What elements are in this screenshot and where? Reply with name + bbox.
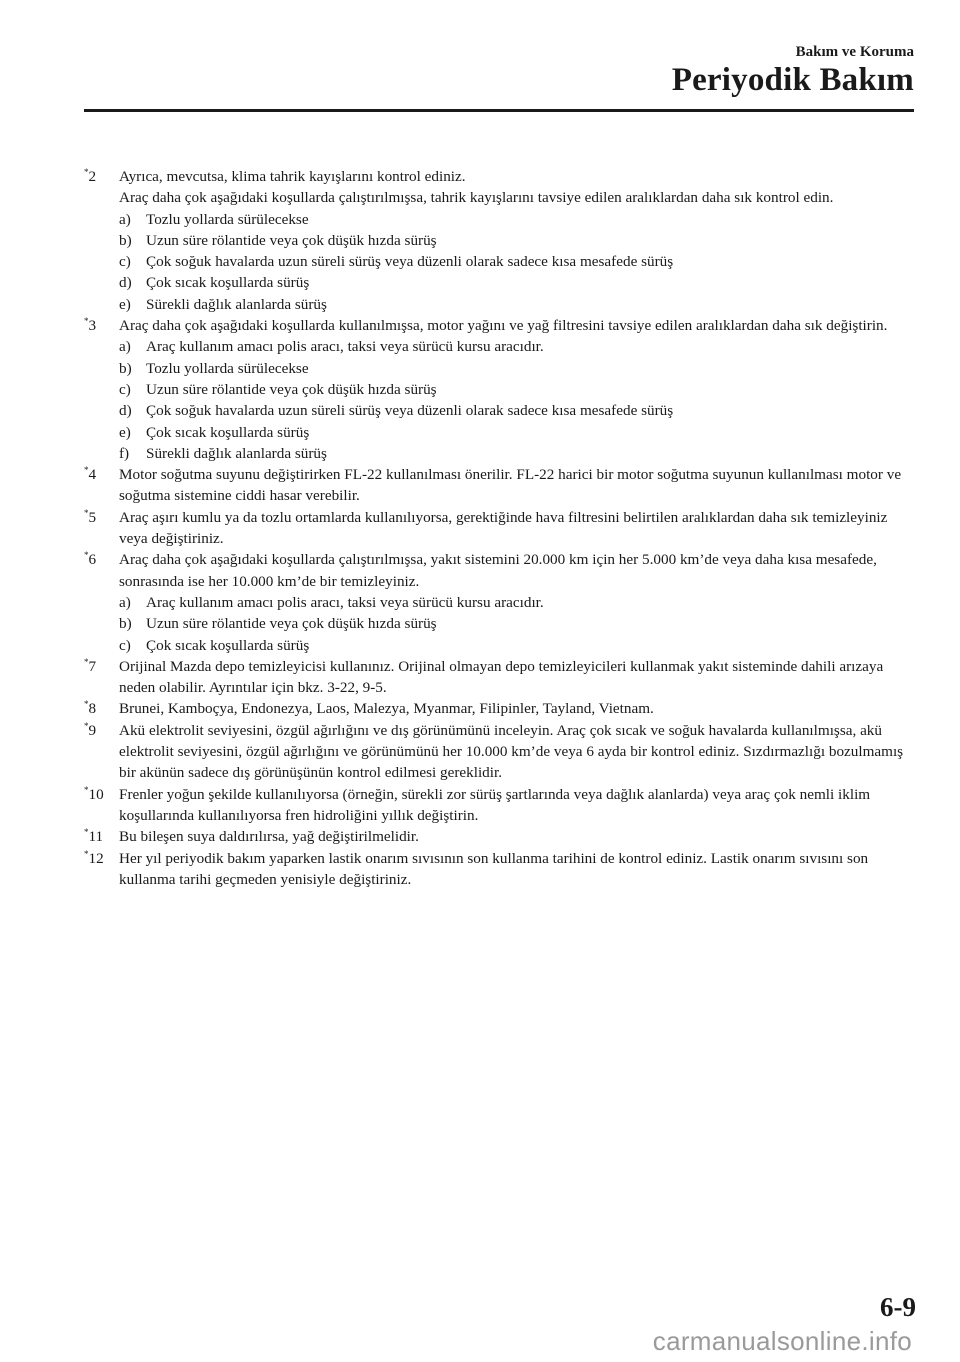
footnote-number-text: 4 [88, 466, 97, 484]
footnote-number-text: 10 [88, 785, 104, 803]
footnote-11 [84, 826, 914, 847]
condition-item [119, 379, 914, 400]
footnote-text: Frenler yoğun şekilde kullanılıyorsa (örneğin, sürekli zor sürüş şartlarında veya dağlık alanlarda) veya araç çok nemli iklim koşullarında kullanılıyorsa fren hidroliğini yıllık değiştirin. [119, 785, 871, 824]
footnote-text: Orijinal Mazda depo temizleyicisi kullanınız. Orijinal olmayan depo temizleyicileri kullanmak yakıt sisteminde dahili arızaya neden olabilir. Ayrıntılar için bkz. 3-22, 9-5. [119, 657, 884, 697]
condition-text: Uzun süre rölantide veya çok düşük hızda sürüş [146, 231, 437, 249]
header-rule [84, 109, 914, 112]
condition-item [119, 422, 914, 443]
footnote-number [84, 549, 96, 570]
condition-item [119, 230, 914, 251]
condition-label: a) [119, 338, 131, 356]
footnote-number-text: 3 [88, 317, 97, 335]
condition-label: a) [119, 593, 131, 611]
condition-item [119, 294, 914, 315]
condition-text: Araç kullanım amacı polis aracı, taksi veya sürücü kursu aracıdır. [146, 593, 544, 611]
footnote-asterisk: * [84, 550, 89, 561]
section-label: Bakım ve Koruma [795, 44, 914, 60]
footnote-number [84, 848, 104, 869]
condition-label: a) [119, 210, 131, 228]
condition-label: b) [119, 359, 132, 377]
footnote-number-text: 12 [88, 849, 104, 867]
condition-label: b) [119, 615, 132, 633]
condition-text: Çok soğuk havalarda uzun süreli sürüş veya düzenli olarak sadece kısa mesafede sürüş [146, 402, 674, 420]
footnote-text: Ayrıca, mevcutsa, klima tahrik kayışlarını kontrol ediniz. Araç daha çok aşağıdaki koşullarda çalıştırılmışsa, tahrik kayışlarını tavsiye edilen aralıklardan daha sık kontrol edin. [119, 168, 834, 207]
footnote-number [84, 720, 96, 741]
condition-text: Uzun süre rölantide veya çok düşük hızda sürüş [146, 380, 437, 398]
footnote-asterisk: * [84, 167, 89, 177]
footnote-7 [84, 656, 914, 699]
footnotes-list [84, 166, 914, 890]
condition-label: c) [119, 253, 131, 271]
footnote-12 [84, 848, 914, 891]
condition-item [119, 613, 914, 634]
condition-label: e) [119, 295, 131, 313]
footnote-number-text: 2 [88, 168, 97, 185]
footnote-text: Akü elektrolit seviyesini, özgül ağırlığını ve dış görünümünü inceleyin. Araç çok sıcak ve soğuk havalarda kullanılmışsa, akü elektrolit seviyesini, özgül ağırlığını ve görünümünü her 10.000 km’de veya 6 ayda bir kontrol ediniz. Sızdırmazlığı bozulmamış bir akünün sadece dış görünüşünün kontrol edilmesi gereklidir. [119, 721, 904, 782]
condition-label: d) [119, 402, 132, 420]
footnote-number-text: 9 [88, 721, 97, 739]
condition-item [119, 358, 914, 379]
condition-item [119, 400, 914, 421]
footnote-asterisk: * [84, 316, 89, 327]
condition-item [119, 443, 914, 464]
footnote-asterisk: * [84, 699, 89, 710]
condition-text: Çok sıcak koşullarda sürüş [146, 636, 310, 654]
footnote-6 [84, 549, 914, 655]
footnote-asterisk: * [84, 507, 89, 518]
footnote-number [84, 507, 96, 528]
footnote-asterisk: * [84, 784, 89, 795]
condition-text: Çok sıcak koşullarda sürüş [146, 423, 310, 441]
footnote-number [84, 826, 103, 847]
page-title: Periyodik Bakım [671, 62, 914, 98]
footnote-asterisk: * [84, 827, 89, 838]
footnote-2 [84, 166, 914, 315]
condition-label: f) [119, 444, 130, 462]
footnote-number [84, 166, 96, 187]
footnote-text: Bu bileşen suya daldırılırsa, yağ değiştirilmelidir. [119, 828, 419, 846]
condition-item [119, 336, 914, 357]
footnote-number [84, 656, 96, 677]
footnote-number-text: 5 [88, 508, 97, 526]
footnote-number [84, 698, 96, 719]
condition-label: b) [119, 231, 132, 249]
footnote-number-text: 8 [88, 700, 97, 718]
footnote-number [84, 784, 104, 805]
footnote-text: Motor soğutma suyunu değiştirirken FL-22 kullanılması önerilir. FL-22 harici bir motor soğutma suyunun kullanılması motor ve soğutma sistemine ciddi hasar verebilir. [119, 466, 902, 505]
footnote-8 [84, 698, 914, 719]
footnote-10 [84, 784, 914, 827]
footnote-9 [84, 720, 914, 784]
footnote-text: Araç daha çok aşağıdaki koşullarda kullanılmışsa, motor yağını ve yağ filtresini tavsiye edilen aralıklardan daha sık değiştirin. [119, 317, 888, 335]
condition-label: e) [119, 423, 131, 441]
page-number: 6-9 [880, 1292, 916, 1322]
condition-item [119, 272, 914, 293]
condition-text: Tozlu yollarda sürülecekse [146, 359, 309, 377]
footnote-asterisk: * [84, 656, 89, 667]
footnote-asterisk: * [84, 465, 89, 476]
condition-label: c) [119, 380, 131, 398]
condition-item [119, 209, 914, 230]
condition-text: Sürekli dağlık alanlarda sürüş [146, 295, 327, 313]
condition-text: Çok sıcak koşullarda sürüş [146, 274, 310, 292]
footnote-asterisk: * [84, 720, 89, 731]
footnote-text: Her yıl periyodik bakım yaparken lastik onarım sıvısının son kullanma tarihini de kontrol ediniz. Lastik onarım sıvısını son kullanma tarihi geçmeden yenisiyle değiştiriniz. [119, 849, 869, 888]
footnote-text: Araç daha çok aşağıdaki koşullarda çalıştırılmışsa, yakıt sistemini 20.000 km için her 5.000 km’de veya daha kısa mesafede, sonrasında ise her 10.000 km’de bir temizleyiniz. [119, 551, 877, 590]
condition-text: Sürekli dağlık alanlarda sürüş [146, 444, 327, 462]
footnote-4 [84, 464, 914, 507]
condition-label: d) [119, 274, 132, 292]
footnote-5 [84, 507, 914, 550]
condition-text: Araç kullanım amacı polis aracı, taksi veya sürücü kursu aracıdır. [146, 338, 544, 356]
footnote-number-text: 6 [88, 551, 97, 569]
watermark: carmanualsonline.info [652, 1326, 912, 1356]
condition-item [119, 592, 914, 613]
footnote-number-text: 11 [88, 828, 104, 846]
footnote-3 [84, 315, 914, 464]
footnote-number-text: 7 [88, 657, 97, 675]
condition-text: Çok soğuk havalarda uzun süreli sürüş veya düzenli olarak sadece kısa mesafede sürüş [146, 253, 674, 271]
footnote-text: Araç aşırı kumlu ya da tozlu ortamlarda kullanılıyorsa, gerektiğinde hava filtresini belirtilen aralıklardan daha sık temizleyiniz veya değiştiriniz. [119, 508, 888, 548]
footnote-number [84, 315, 96, 336]
condition-label: c) [119, 636, 131, 654]
condition-text: Uzun süre rölantide veya çok düşük hızda sürüş [146, 615, 437, 633]
condition-text: Tozlu yollarda sürülecekse [146, 210, 309, 228]
footnote-number [84, 464, 96, 485]
condition-item [119, 251, 914, 272]
footnote-asterisk: * [84, 848, 89, 859]
footnote-text: Brunei, Kamboçya, Endonezya, Laos, Malezya, Myanmar, Filipinler, Tayland, Vietnam. [119, 700, 654, 718]
condition-item [119, 635, 914, 656]
